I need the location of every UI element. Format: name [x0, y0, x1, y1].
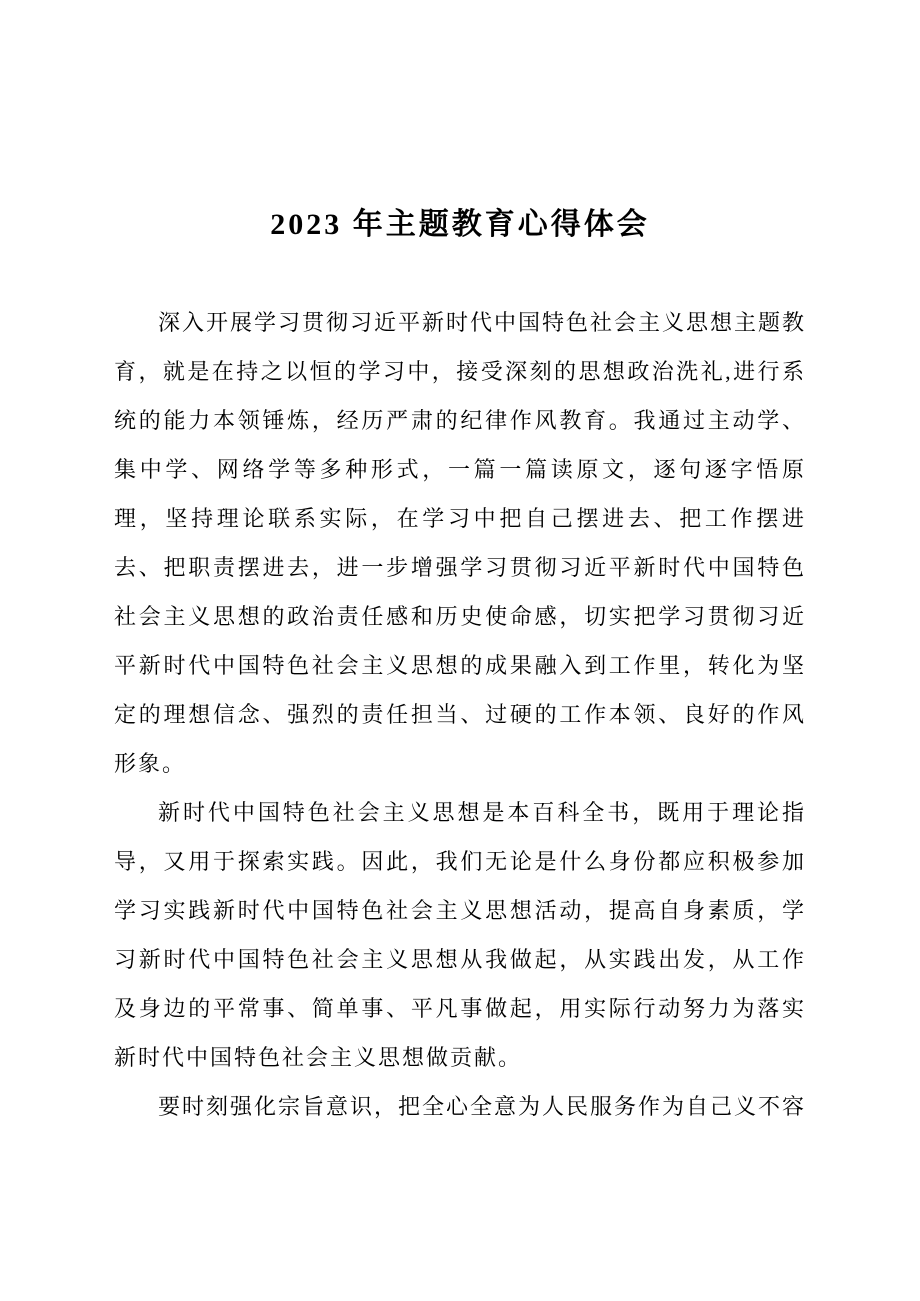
paragraph-3: 要时刻强化宗旨意识，把全心全意为人民服务作为自己义不容: [158, 1094, 807, 1119]
paragraph-1: 深入开展学习贯彻习近平新时代中国特色社会主义思想主题教育，就是在持之以恒的学习中，接受深刻的思想政治洗礼,进行系统的能力本领锤炼，经历严肃的纪律作风教育。我通过主动学、集中学、网络学等多种形式，一篇一篇读原文，逐句逐字悟原理，坚持理论联系实际，在学习中把自己摆进去、把工作摆进去、把职责摆进去，进一步增强学习贯彻习近平新时代中国特色社会主义思想的政治责任感和历史使命感，切实把学习贯彻习近平新时代中国特色社会主义思想的成果融入到工作里，转化为坚定的理想信念、强烈的责任担当、过硬的工作本领、良好的作风形象。: [114, 310, 807, 776]
paragraph-2: 新时代中国特色社会主义思想是本百科全书，既用于理论指导，又用于探索实践。因此，我们无论是什么身份都应积极参加学习实践新时代中国特色社会主义思想活动，提高自身素质，学习新时代中国特色社会主义思想从我做起，从实践出发，从工作及身边的平常事、简单事、平凡事做起，用实际行动努力为落实新时代中国特色社会主义思想做贡献。: [114, 800, 806, 1070]
document-body: [114, 298, 806, 1131]
document-title: 2023 年主题教育心得体会: [270, 208, 650, 241]
